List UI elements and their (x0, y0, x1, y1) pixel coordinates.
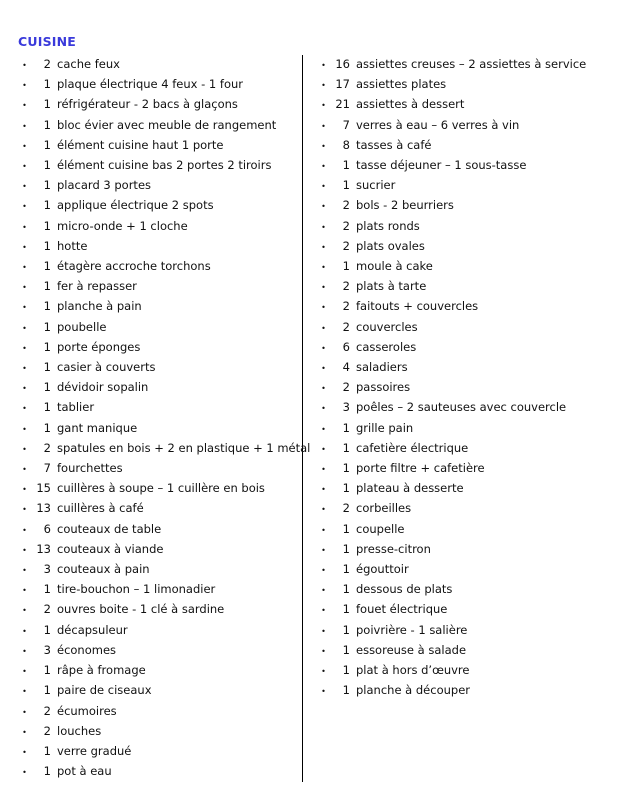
item-quantity: 7 (43, 461, 51, 476)
bullet-icon: • (22, 768, 27, 778)
item-quantity: 1 (342, 541, 350, 556)
list-item (317, 520, 600, 540)
item-label: casier à couverts (57, 360, 156, 375)
item-label: cuillères à café (57, 501, 144, 516)
list-item (18, 540, 292, 560)
bullet-icon: • (22, 81, 27, 91)
item-label: corbeilles (356, 501, 412, 516)
list-item (18, 136, 292, 156)
bullet-icon: • (22, 747, 27, 757)
item-label: porte filtre + cafetière (356, 461, 485, 476)
item-quantity: 1 (43, 622, 51, 637)
bullet-icon: • (321, 485, 326, 495)
item-quantity: 1 (342, 420, 350, 435)
item-label: tasse déjeuner – 1 sous-tasse (356, 158, 527, 173)
item-label: tasses à café (356, 137, 432, 152)
bullet-icon: • (321, 525, 326, 535)
column-divider (302, 55, 303, 782)
list-item (18, 419, 292, 439)
item-label: saladiers (356, 360, 408, 375)
item-quantity: 1 (43, 97, 51, 112)
item-label: poubelle (57, 319, 107, 334)
bullet-icon: • (321, 545, 326, 555)
list-item (18, 196, 292, 216)
list-item (18, 600, 292, 620)
item-label: pot à eau (57, 764, 112, 779)
item-label: assiettes à dessert (356, 97, 465, 112)
list-item (317, 156, 600, 176)
list-item (18, 742, 292, 762)
item-quantity: 1 (43, 259, 51, 274)
list-item (18, 55, 292, 75)
list-item (317, 237, 600, 257)
list-item (18, 459, 292, 479)
item-quantity: 13 (36, 541, 51, 556)
item-label: élément cuisine haut 1 porte (57, 137, 224, 152)
item-quantity: 1 (342, 582, 350, 597)
list-item (18, 580, 292, 600)
item-label: essoreuse à salade (356, 642, 467, 657)
item-label: grille pain (356, 420, 414, 435)
item-quantity: 21 (335, 97, 350, 112)
item-quantity: 2 (43, 723, 51, 738)
right-column (317, 55, 600, 702)
item-quantity: 2 (342, 238, 350, 253)
item-quantity: 1 (342, 461, 350, 476)
item-label: râpe à fromage (57, 663, 146, 678)
item-quantity: 1 (342, 178, 350, 193)
item-label: plaque électrique 4 feux - 1 four (57, 77, 244, 92)
item-label: spatules en bois + 2 en plastique + 1 métal (57, 440, 311, 455)
bullet-icon: • (321, 626, 326, 636)
item-quantity: 1 (43, 218, 51, 233)
item-quantity: 2 (43, 602, 51, 617)
item-label: couvercles (356, 319, 418, 334)
list-item (18, 479, 292, 499)
list-item (317, 540, 600, 560)
inventory-list-right (317, 55, 600, 702)
bullet-icon: • (321, 404, 326, 414)
item-quantity: 1 (43, 77, 51, 92)
item-quantity: 4 (342, 360, 350, 375)
item-label: verre gradué (57, 743, 132, 758)
item-label: paire de ciseaux (57, 683, 152, 698)
item-label: couteaux à viande (57, 541, 164, 556)
bullet-icon: • (321, 323, 326, 333)
list-item (18, 641, 292, 661)
item-label: plats à tarte (356, 279, 427, 294)
bullet-icon: • (22, 242, 27, 252)
item-label: réfrigérateur - 2 bacs à glaçons (57, 97, 238, 112)
list-item (317, 580, 600, 600)
item-quantity: 1 (342, 481, 350, 496)
item-quantity: 7 (342, 117, 350, 132)
item-quantity: 1 (342, 158, 350, 173)
item-label: louches (57, 723, 102, 738)
item-label: tire-bouchon – 1 limonadier (57, 582, 216, 597)
item-label: applique électrique 2 spots (57, 198, 214, 213)
list-item (18, 237, 292, 257)
item-label: tablier (57, 400, 95, 415)
item-label: fer à repasser (57, 279, 137, 294)
bullet-icon: • (22, 727, 27, 737)
item-label: presse-citron (356, 541, 431, 556)
list-item (317, 681, 600, 701)
item-quantity: 2 (342, 501, 350, 516)
list-item (317, 136, 600, 156)
item-label: élément cuisine bas 2 portes 2 tiroirs (57, 158, 272, 173)
item-label: bols - 2 beurriers (356, 198, 454, 213)
item-label: faitouts + couvercles (356, 299, 479, 314)
bullet-icon: • (321, 222, 326, 232)
item-label: coupelle (356, 521, 405, 536)
bullet-icon: • (321, 667, 326, 677)
bullet-icon: • (321, 141, 326, 151)
list-item (18, 378, 292, 398)
bullet-icon: • (22, 626, 27, 636)
item-label: cache feux (57, 57, 120, 71)
list-item (18, 176, 292, 196)
item-label: dévidoir sopalin (57, 380, 149, 395)
list-item (18, 398, 292, 418)
list-item (18, 75, 292, 95)
item-quantity: 2 (43, 440, 51, 455)
item-quantity: 1 (43, 663, 51, 678)
list-item (18, 560, 292, 580)
item-label: égouttoir (356, 562, 409, 577)
list-item (317, 439, 600, 459)
bullet-icon: • (22, 263, 27, 273)
item-quantity: 1 (43, 683, 51, 698)
item-quantity: 1 (43, 117, 51, 132)
item-label: poêles – 2 sauteuses avec couvercle (356, 400, 567, 415)
item-quantity: 1 (43, 299, 51, 314)
list-item (18, 499, 292, 519)
list-item (317, 459, 600, 479)
item-quantity: 1 (43, 764, 51, 779)
bullet-icon: • (321, 646, 326, 656)
bullet-icon: • (22, 545, 27, 555)
list-item (317, 479, 600, 499)
page-title: CUISINE (18, 34, 77, 49)
item-quantity: 1 (342, 521, 350, 536)
list-item (18, 338, 292, 358)
bullet-icon: • (22, 465, 27, 475)
item-quantity: 1 (342, 259, 350, 274)
list-item (18, 722, 292, 742)
item-label: verres à eau – 6 verres à vin (356, 117, 520, 132)
bullet-icon: • (22, 646, 27, 656)
bullet-icon: • (22, 707, 27, 717)
bullet-icon: • (321, 182, 326, 192)
bullet-icon: • (321, 444, 326, 454)
list-item (317, 338, 600, 358)
item-quantity: 1 (342, 683, 350, 698)
item-quantity: 6 (43, 521, 51, 536)
list-item (18, 762, 292, 782)
item-label: planche à pain (57, 299, 142, 314)
item-label: fourchettes (57, 461, 123, 476)
list-item (18, 681, 292, 701)
item-label: gant manique (57, 420, 138, 435)
item-quantity: 1 (43, 319, 51, 334)
item-quantity: 1 (43, 178, 51, 193)
item-label: assiettes creuses – 2 assiettes à service (356, 57, 587, 71)
bullet-icon: • (22, 121, 27, 131)
item-label: dessous de plats (356, 582, 453, 597)
item-label: hotte (57, 238, 88, 253)
item-quantity: 1 (43, 198, 51, 213)
list-item (317, 499, 600, 519)
list-item (18, 439, 311, 459)
bullet-icon: • (321, 81, 326, 91)
list-item (317, 116, 600, 136)
item-quantity: 1 (342, 622, 350, 637)
item-quantity: 2 (342, 319, 350, 334)
item-label: ouvres boite - 1 clé à sardine (57, 602, 225, 617)
list-item (18, 217, 292, 237)
bullet-icon: • (22, 162, 27, 172)
item-quantity: 2 (43, 57, 51, 71)
item-label: moule à cake (356, 259, 433, 274)
bullet-icon: • (22, 343, 27, 353)
item-label: couteaux de table (57, 521, 162, 536)
item-label: assiettes plates (356, 77, 447, 92)
list-item (317, 600, 600, 620)
bullet-icon: • (321, 465, 326, 475)
inventory-list-left (18, 55, 311, 782)
item-label: couteaux à pain (57, 562, 150, 577)
item-quantity: 1 (43, 420, 51, 435)
list-item (18, 156, 292, 176)
item-quantity: 1 (43, 743, 51, 758)
bullet-icon: • (321, 242, 326, 252)
list-item (18, 277, 292, 297)
item-quantity: 1 (342, 663, 350, 678)
list-item (18, 257, 292, 277)
bullet-icon: • (22, 283, 27, 293)
list-item (317, 419, 600, 439)
item-quantity: 1 (43, 400, 51, 415)
list-item (317, 75, 600, 95)
item-label: sucrier (356, 178, 396, 193)
bullet-icon: • (22, 424, 27, 434)
item-label: passoires (356, 380, 411, 395)
item-quantity: 2 (43, 703, 51, 718)
list-item (317, 176, 600, 196)
item-label: étagère accroche torchons (57, 259, 211, 274)
list-item (18, 520, 292, 540)
bullet-icon: • (22, 525, 27, 535)
list-item (317, 277, 600, 297)
list-item (317, 398, 600, 418)
list-item (317, 641, 600, 661)
bullet-icon: • (22, 485, 27, 495)
bullet-icon: • (22, 101, 27, 111)
bullet-icon: • (22, 141, 27, 151)
item-quantity: 1 (43, 582, 51, 597)
list-item (18, 318, 292, 338)
list-item (317, 55, 600, 75)
item-quantity: 2 (342, 299, 350, 314)
item-quantity: 1 (342, 440, 350, 455)
item-label: cuillères à soupe – 1 cuillère en bois (57, 481, 265, 496)
bullet-icon: • (22, 505, 27, 515)
list-item (317, 318, 600, 338)
list-item (317, 560, 600, 580)
bullet-icon: • (22, 444, 27, 454)
list-item (18, 661, 292, 681)
item-label: fouet électrique (356, 602, 448, 617)
list-item (18, 297, 292, 317)
bullet-icon: • (321, 364, 326, 374)
list-item (18, 621, 292, 641)
item-quantity: 13 (36, 501, 51, 516)
left-column (18, 55, 311, 782)
item-label: plats ronds (356, 218, 420, 233)
bullet-icon: • (321, 283, 326, 293)
item-quantity: 2 (342, 218, 350, 233)
item-label: cafetière électrique (356, 440, 469, 455)
item-quantity: 1 (342, 602, 350, 617)
list-item (317, 217, 600, 237)
item-quantity: 2 (342, 380, 350, 395)
item-quantity: 17 (335, 77, 350, 92)
bullet-icon: • (22, 606, 27, 616)
item-quantity: 3 (43, 642, 51, 657)
list-item (18, 702, 292, 722)
list-item (18, 95, 292, 115)
bullet-icon: • (22, 586, 27, 596)
list-item (317, 621, 600, 641)
bullet-icon: • (22, 566, 27, 576)
item-quantity: 16 (335, 57, 350, 71)
bullet-icon: • (321, 505, 326, 515)
item-label: porte éponges (57, 339, 141, 354)
bullet-icon: • (321, 384, 326, 394)
bullet-icon: • (22, 364, 27, 374)
item-quantity: 1 (43, 360, 51, 375)
bullet-icon: • (321, 424, 326, 434)
bullet-icon: • (22, 384, 27, 394)
bullet-icon: • (321, 586, 326, 596)
two-column-layout (18, 55, 600, 782)
item-quantity: 1 (43, 380, 51, 395)
list-item (317, 358, 600, 378)
list-item (317, 378, 600, 398)
bullet-icon: • (321, 687, 326, 697)
item-label: poivrière - 1 salière (356, 622, 468, 637)
item-quantity: 3 (342, 400, 350, 415)
item-quantity: 1 (342, 642, 350, 657)
list-item (317, 95, 600, 115)
bullet-icon: • (321, 121, 326, 131)
list-item (317, 257, 600, 277)
bullet-icon: • (22, 222, 27, 232)
page-title-row (18, 34, 600, 49)
item-quantity: 1 (43, 238, 51, 253)
list-item (317, 297, 600, 317)
bullet-icon: • (22, 202, 27, 212)
bullet-icon: • (321, 202, 326, 212)
item-quantity: 6 (342, 339, 350, 354)
bullet-icon: • (321, 343, 326, 353)
item-quantity: 15 (36, 481, 51, 496)
bullet-icon: • (22, 303, 27, 313)
bullet-icon: • (22, 61, 27, 70)
bullet-icon: • (321, 303, 326, 313)
bullet-icon: • (321, 61, 326, 70)
item-quantity: 2 (342, 198, 350, 213)
item-quantity: 1 (43, 339, 51, 354)
item-quantity: 1 (342, 562, 350, 577)
bullet-icon: • (22, 323, 27, 333)
bullet-icon: • (321, 263, 326, 273)
item-label: économes (57, 642, 117, 657)
item-quantity: 1 (43, 158, 51, 173)
bullet-icon: • (321, 162, 326, 172)
item-quantity: 3 (43, 562, 51, 577)
bullet-icon: • (321, 101, 326, 111)
item-label: bloc évier avec meuble de rangement (57, 117, 277, 132)
item-label: casseroles (356, 339, 417, 354)
item-label: placard 3 portes (57, 178, 152, 193)
bullet-icon: • (22, 404, 27, 414)
bullet-icon: • (321, 566, 326, 576)
list-item (18, 358, 292, 378)
item-quantity: 2 (342, 279, 350, 294)
list-item (18, 116, 292, 136)
list-item (317, 196, 600, 216)
item-label: plateau à desserte (356, 481, 464, 496)
bullet-icon: • (321, 606, 326, 616)
item-label: planche à découper (356, 683, 471, 698)
item-quantity: 1 (43, 279, 51, 294)
item-label: plats ovales (356, 238, 425, 253)
bullet-icon: • (22, 687, 27, 697)
item-label: écumoires (57, 703, 117, 718)
item-label: décapsuleur (57, 622, 128, 637)
item-label: micro-onde + 1 cloche (57, 218, 188, 233)
item-quantity: 1 (43, 137, 51, 152)
item-quantity: 8 (342, 137, 350, 152)
bullet-icon: • (22, 182, 27, 192)
item-label: plat à hors d’œuvre (356, 663, 470, 678)
list-item (317, 661, 600, 681)
bullet-icon: • (22, 667, 27, 677)
